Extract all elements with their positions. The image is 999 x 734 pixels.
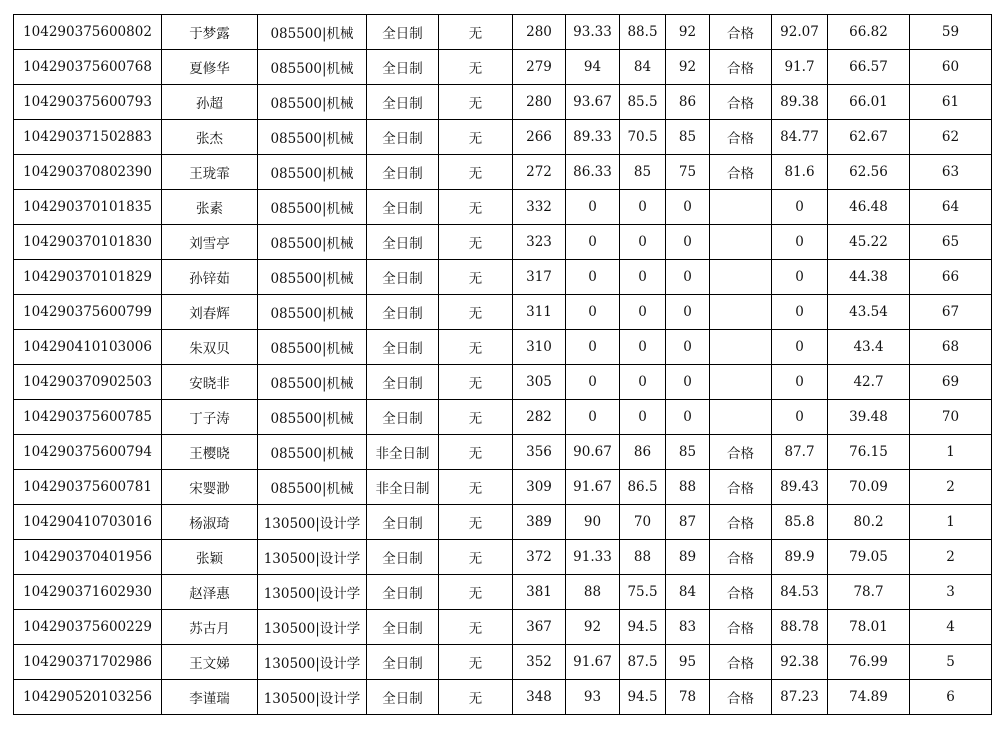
- table-row: [14, 400, 992, 435]
- cell-total-score: 66.57: [828, 50, 910, 85]
- cell-rank: 2: [910, 470, 992, 505]
- cell-score-c: 0: [666, 295, 710, 330]
- cell-flag: 无: [439, 50, 513, 85]
- cell-retest-score: 87.23: [772, 680, 828, 715]
- cell-exam-id: 104290375600802: [14, 15, 162, 50]
- cell-retest-score: 0: [772, 400, 828, 435]
- table-row: [14, 470, 992, 505]
- cell-status: 合格: [710, 15, 772, 50]
- table-row: [14, 575, 992, 610]
- cell-total-score: 44.38: [828, 260, 910, 295]
- cell-exam-id: 104290410703016: [14, 505, 162, 540]
- cell-score-c: 0: [666, 400, 710, 435]
- cell-major: 085500|机械: [258, 400, 367, 435]
- cell-retest-score: 92.38: [772, 645, 828, 680]
- cell-status: 合格: [710, 645, 772, 680]
- cell-flag: 无: [439, 120, 513, 155]
- cell-flag: 无: [439, 295, 513, 330]
- cell-initial-score: 279: [513, 50, 566, 85]
- cell-rank: 2: [910, 540, 992, 575]
- cell-study-mode: 全日制: [367, 260, 439, 295]
- cell-total-score: 43.4: [828, 330, 910, 365]
- cell-retest-score: 0: [772, 190, 828, 225]
- cell-initial-score: 272: [513, 155, 566, 190]
- cell-score-a: 0: [566, 365, 620, 400]
- cell-rank: 4: [910, 610, 992, 645]
- cell-study-mode: 全日制: [367, 645, 439, 680]
- cell-initial-score: 367: [513, 610, 566, 645]
- cell-total-score: 70.09: [828, 470, 910, 505]
- cell-status: [710, 330, 772, 365]
- cell-score-c: 89: [666, 540, 710, 575]
- cell-study-mode: 全日制: [367, 330, 439, 365]
- cell-exam-id: 104290375600781: [14, 470, 162, 505]
- cell-name: 苏古月: [162, 610, 258, 645]
- cell-name: 王樱晓: [162, 435, 258, 470]
- cell-major: 085500|机械: [258, 295, 367, 330]
- cell-score-a: 94: [566, 50, 620, 85]
- cell-name: 李谨瑞: [162, 680, 258, 715]
- cell-score-b: 0: [620, 365, 666, 400]
- cell-score-b: 0: [620, 330, 666, 365]
- table-row: [14, 610, 992, 645]
- cell-score-a: 86.33: [566, 155, 620, 190]
- cell-study-mode: 非全日制: [367, 435, 439, 470]
- table-row: [14, 85, 992, 120]
- cell-exam-id: 104290410103006: [14, 330, 162, 365]
- cell-retest-score: 89.43: [772, 470, 828, 505]
- cell-status: 合格: [710, 155, 772, 190]
- cell-name: 宋婴渺: [162, 470, 258, 505]
- cell-score-b: 84: [620, 50, 666, 85]
- cell-rank: 66: [910, 260, 992, 295]
- cell-rank: 70: [910, 400, 992, 435]
- cell-status: 合格: [710, 470, 772, 505]
- cell-score-c: 95: [666, 645, 710, 680]
- cell-score-a: 0: [566, 260, 620, 295]
- cell-score-b: 87.5: [620, 645, 666, 680]
- cell-study-mode: 全日制: [367, 50, 439, 85]
- cell-major: 085500|机械: [258, 190, 367, 225]
- cell-exam-id: 104290370101830: [14, 225, 162, 260]
- cell-initial-score: 332: [513, 190, 566, 225]
- cell-flag: 无: [439, 85, 513, 120]
- cell-initial-score: 356: [513, 435, 566, 470]
- cell-major: 130500|设计学: [258, 575, 367, 610]
- cell-flag: 无: [439, 365, 513, 400]
- cell-rank: 1: [910, 435, 992, 470]
- cell-study-mode: 全日制: [367, 680, 439, 715]
- cell-name: 安晓非: [162, 365, 258, 400]
- cell-exam-id: 104290370802390: [14, 155, 162, 190]
- cell-total-score: 79.05: [828, 540, 910, 575]
- table-row: [14, 540, 992, 575]
- cell-exam-id: 104290371502883: [14, 120, 162, 155]
- cell-retest-score: 0: [772, 330, 828, 365]
- cell-score-b: 94.5: [620, 680, 666, 715]
- cell-study-mode: 全日制: [367, 505, 439, 540]
- cell-exam-id: 104290375600799: [14, 295, 162, 330]
- cell-name: 王珑霏: [162, 155, 258, 190]
- cell-rank: 62: [910, 120, 992, 155]
- cell-score-c: 92: [666, 50, 710, 85]
- cell-score-a: 91.33: [566, 540, 620, 575]
- cell-flag: 无: [439, 645, 513, 680]
- cell-score-a: 93.67: [566, 85, 620, 120]
- cell-score-c: 87: [666, 505, 710, 540]
- cell-score-a: 92: [566, 610, 620, 645]
- cell-study-mode: 全日制: [367, 85, 439, 120]
- table-row: [14, 260, 992, 295]
- cell-study-mode: 全日制: [367, 610, 439, 645]
- cell-score-a: 0: [566, 330, 620, 365]
- cell-initial-score: 280: [513, 15, 566, 50]
- cell-score-a: 90: [566, 505, 620, 540]
- cell-initial-score: 372: [513, 540, 566, 575]
- cell-retest-score: 0: [772, 365, 828, 400]
- table-row: [14, 15, 992, 50]
- cell-initial-score: 282: [513, 400, 566, 435]
- cell-exam-id: 104290375600768: [14, 50, 162, 85]
- cell-score-b: 70: [620, 505, 666, 540]
- table-row: [14, 190, 992, 225]
- cell-total-score: 66.01: [828, 85, 910, 120]
- cell-exam-id: 104290370101829: [14, 260, 162, 295]
- cell-study-mode: 全日制: [367, 400, 439, 435]
- cell-initial-score: 280: [513, 85, 566, 120]
- cell-score-c: 0: [666, 190, 710, 225]
- cell-initial-score: 323: [513, 225, 566, 260]
- cell-retest-score: 88.78: [772, 610, 828, 645]
- cell-score-b: 88.5: [620, 15, 666, 50]
- cell-rank: 1: [910, 505, 992, 540]
- cell-rank: 60: [910, 50, 992, 85]
- cell-flag: 无: [439, 470, 513, 505]
- cell-flag: 无: [439, 680, 513, 715]
- cell-total-score: 76.15: [828, 435, 910, 470]
- cell-score-c: 86: [666, 85, 710, 120]
- cell-exam-id: 104290370101835: [14, 190, 162, 225]
- cell-name: 赵泽惠: [162, 575, 258, 610]
- cell-total-score: 39.48: [828, 400, 910, 435]
- cell-status: 合格: [710, 435, 772, 470]
- cell-score-b: 85: [620, 155, 666, 190]
- cell-score-c: 0: [666, 260, 710, 295]
- cell-retest-score: 0: [772, 295, 828, 330]
- results-table-container: [13, 14, 992, 715]
- results-table: [13, 14, 992, 715]
- cell-retest-score: 84.77: [772, 120, 828, 155]
- cell-exam-id: 104290520103256: [14, 680, 162, 715]
- table-row: [14, 50, 992, 85]
- cell-score-c: 0: [666, 365, 710, 400]
- cell-name: 张颖: [162, 540, 258, 575]
- cell-major: 130500|设计学: [258, 505, 367, 540]
- cell-study-mode: 全日制: [367, 365, 439, 400]
- cell-score-b: 88: [620, 540, 666, 575]
- cell-status: [710, 190, 772, 225]
- cell-study-mode: 全日制: [367, 155, 439, 190]
- cell-score-b: 0: [620, 400, 666, 435]
- cell-score-a: 89.33: [566, 120, 620, 155]
- table-row: [14, 505, 992, 540]
- cell-major: 085500|机械: [258, 365, 367, 400]
- cell-name: 杨淑琦: [162, 505, 258, 540]
- cell-retest-score: 81.6: [772, 155, 828, 190]
- cell-retest-score: 89.38: [772, 85, 828, 120]
- cell-initial-score: 389: [513, 505, 566, 540]
- cell-score-a: 91.67: [566, 645, 620, 680]
- cell-score-b: 0: [620, 190, 666, 225]
- cell-score-c: 85: [666, 435, 710, 470]
- cell-retest-score: 89.9: [772, 540, 828, 575]
- cell-rank: 59: [910, 15, 992, 50]
- cell-initial-score: 305: [513, 365, 566, 400]
- cell-rank: 63: [910, 155, 992, 190]
- cell-exam-id: 104290371702986: [14, 645, 162, 680]
- table-body: [14, 15, 992, 715]
- cell-study-mode: 非全日制: [367, 470, 439, 505]
- cell-major: 085500|机械: [258, 470, 367, 505]
- cell-score-b: 75.5: [620, 575, 666, 610]
- cell-initial-score: 311: [513, 295, 566, 330]
- cell-retest-score: 84.53: [772, 575, 828, 610]
- cell-name: 刘春辉: [162, 295, 258, 330]
- cell-total-score: 78.01: [828, 610, 910, 645]
- cell-rank: 65: [910, 225, 992, 260]
- cell-rank: 69: [910, 365, 992, 400]
- cell-exam-id: 104290375600793: [14, 85, 162, 120]
- cell-flag: 无: [439, 435, 513, 470]
- cell-name: 刘雪亭: [162, 225, 258, 260]
- cell-status: [710, 225, 772, 260]
- cell-major: 085500|机械: [258, 50, 367, 85]
- table-row: [14, 365, 992, 400]
- cell-initial-score: 348: [513, 680, 566, 715]
- cell-flag: 无: [439, 15, 513, 50]
- cell-major: 085500|机械: [258, 435, 367, 470]
- cell-initial-score: 309: [513, 470, 566, 505]
- cell-rank: 68: [910, 330, 992, 365]
- cell-score-a: 88: [566, 575, 620, 610]
- cell-initial-score: 381: [513, 575, 566, 610]
- cell-score-c: 78: [666, 680, 710, 715]
- cell-major: 130500|设计学: [258, 645, 367, 680]
- cell-status: [710, 400, 772, 435]
- cell-total-score: 78.7: [828, 575, 910, 610]
- cell-score-c: 85: [666, 120, 710, 155]
- cell-flag: 无: [439, 505, 513, 540]
- cell-name: 张素: [162, 190, 258, 225]
- cell-status: [710, 260, 772, 295]
- cell-exam-id: 104290375600785: [14, 400, 162, 435]
- table-row: [14, 155, 992, 190]
- cell-rank: 64: [910, 190, 992, 225]
- cell-score-c: 75: [666, 155, 710, 190]
- cell-study-mode: 全日制: [367, 295, 439, 330]
- cell-study-mode: 全日制: [367, 540, 439, 575]
- cell-initial-score: 266: [513, 120, 566, 155]
- cell-total-score: 46.48: [828, 190, 910, 225]
- cell-flag: 无: [439, 575, 513, 610]
- cell-exam-id: 104290375600794: [14, 435, 162, 470]
- cell-score-c: 83: [666, 610, 710, 645]
- cell-status: [710, 365, 772, 400]
- cell-total-score: 42.7: [828, 365, 910, 400]
- cell-major: 130500|设计学: [258, 680, 367, 715]
- cell-status: 合格: [710, 50, 772, 85]
- cell-flag: 无: [439, 225, 513, 260]
- cell-exam-id: 104290371602930: [14, 575, 162, 610]
- cell-total-score: 45.22: [828, 225, 910, 260]
- cell-retest-score: 0: [772, 260, 828, 295]
- cell-study-mode: 全日制: [367, 225, 439, 260]
- cell-total-score: 62.67: [828, 120, 910, 155]
- table-row: [14, 645, 992, 680]
- cell-retest-score: 91.7: [772, 50, 828, 85]
- cell-status: 合格: [710, 610, 772, 645]
- cell-flag: 无: [439, 610, 513, 645]
- cell-flag: 无: [439, 540, 513, 575]
- cell-exam-id: 104290375600229: [14, 610, 162, 645]
- cell-major: 085500|机械: [258, 225, 367, 260]
- table-row: [14, 330, 992, 365]
- cell-name: 王文娣: [162, 645, 258, 680]
- table-row: [14, 295, 992, 330]
- cell-score-a: 93: [566, 680, 620, 715]
- cell-major: 085500|机械: [258, 330, 367, 365]
- cell-name: 夏修华: [162, 50, 258, 85]
- cell-score-a: 0: [566, 295, 620, 330]
- cell-total-score: 66.82: [828, 15, 910, 50]
- cell-exam-id: 104290370401956: [14, 540, 162, 575]
- cell-major: 085500|机械: [258, 120, 367, 155]
- cell-status: 合格: [710, 680, 772, 715]
- cell-score-a: 93.33: [566, 15, 620, 50]
- cell-exam-id: 104290370902503: [14, 365, 162, 400]
- cell-study-mode: 全日制: [367, 190, 439, 225]
- cell-score-b: 85.5: [620, 85, 666, 120]
- cell-flag: 无: [439, 155, 513, 190]
- cell-status: 合格: [710, 120, 772, 155]
- cell-score-b: 86: [620, 435, 666, 470]
- table-row: [14, 225, 992, 260]
- cell-name: 朱双贝: [162, 330, 258, 365]
- cell-score-a: 0: [566, 190, 620, 225]
- cell-flag: 无: [439, 330, 513, 365]
- cell-total-score: 74.89: [828, 680, 910, 715]
- cell-flag: 无: [439, 400, 513, 435]
- cell-score-a: 91.67: [566, 470, 620, 505]
- cell-rank: 61: [910, 85, 992, 120]
- cell-major: 085500|机械: [258, 15, 367, 50]
- cell-score-b: 0: [620, 260, 666, 295]
- cell-total-score: 62.56: [828, 155, 910, 190]
- cell-name: 孙锌茹: [162, 260, 258, 295]
- cell-retest-score: 85.8: [772, 505, 828, 540]
- cell-study-mode: 全日制: [367, 575, 439, 610]
- cell-score-c: 92: [666, 15, 710, 50]
- cell-initial-score: 317: [513, 260, 566, 295]
- cell-name: 于梦露: [162, 15, 258, 50]
- cell-major: 085500|机械: [258, 155, 367, 190]
- cell-rank: 5: [910, 645, 992, 680]
- cell-status: 合格: [710, 575, 772, 610]
- cell-flag: 无: [439, 190, 513, 225]
- cell-score-c: 84: [666, 575, 710, 610]
- cell-score-a: 90.67: [566, 435, 620, 470]
- cell-name: 张杰: [162, 120, 258, 155]
- cell-status: 合格: [710, 85, 772, 120]
- cell-major: 085500|机械: [258, 85, 367, 120]
- cell-rank: 6: [910, 680, 992, 715]
- cell-flag: 无: [439, 260, 513, 295]
- cell-total-score: 80.2: [828, 505, 910, 540]
- cell-status: [710, 295, 772, 330]
- cell-score-c: 0: [666, 330, 710, 365]
- cell-rank: 67: [910, 295, 992, 330]
- cell-initial-score: 352: [513, 645, 566, 680]
- cell-retest-score: 92.07: [772, 15, 828, 50]
- cell-score-c: 0: [666, 225, 710, 260]
- cell-initial-score: 310: [513, 330, 566, 365]
- cell-score-b: 0: [620, 295, 666, 330]
- cell-score-b: 94.5: [620, 610, 666, 645]
- cell-study-mode: 全日制: [367, 15, 439, 50]
- cell-rank: 3: [910, 575, 992, 610]
- cell-score-b: 86.5: [620, 470, 666, 505]
- cell-major: 085500|机械: [258, 260, 367, 295]
- table-row: [14, 435, 992, 470]
- cell-major: 130500|设计学: [258, 610, 367, 645]
- cell-score-b: 70.5: [620, 120, 666, 155]
- cell-score-a: 0: [566, 225, 620, 260]
- cell-major: 130500|设计学: [258, 540, 367, 575]
- cell-name: 丁子涛: [162, 400, 258, 435]
- cell-name: 孙超: [162, 85, 258, 120]
- cell-status: 合格: [710, 505, 772, 540]
- cell-score-c: 88: [666, 470, 710, 505]
- table-row: [14, 680, 992, 715]
- cell-total-score: 43.54: [828, 295, 910, 330]
- cell-status: 合格: [710, 540, 772, 575]
- cell-total-score: 76.99: [828, 645, 910, 680]
- cell-score-a: 0: [566, 400, 620, 435]
- table-row: [14, 120, 992, 155]
- cell-score-b: 0: [620, 225, 666, 260]
- cell-retest-score: 87.7: [772, 435, 828, 470]
- cell-retest-score: 0: [772, 225, 828, 260]
- cell-study-mode: 全日制: [367, 120, 439, 155]
